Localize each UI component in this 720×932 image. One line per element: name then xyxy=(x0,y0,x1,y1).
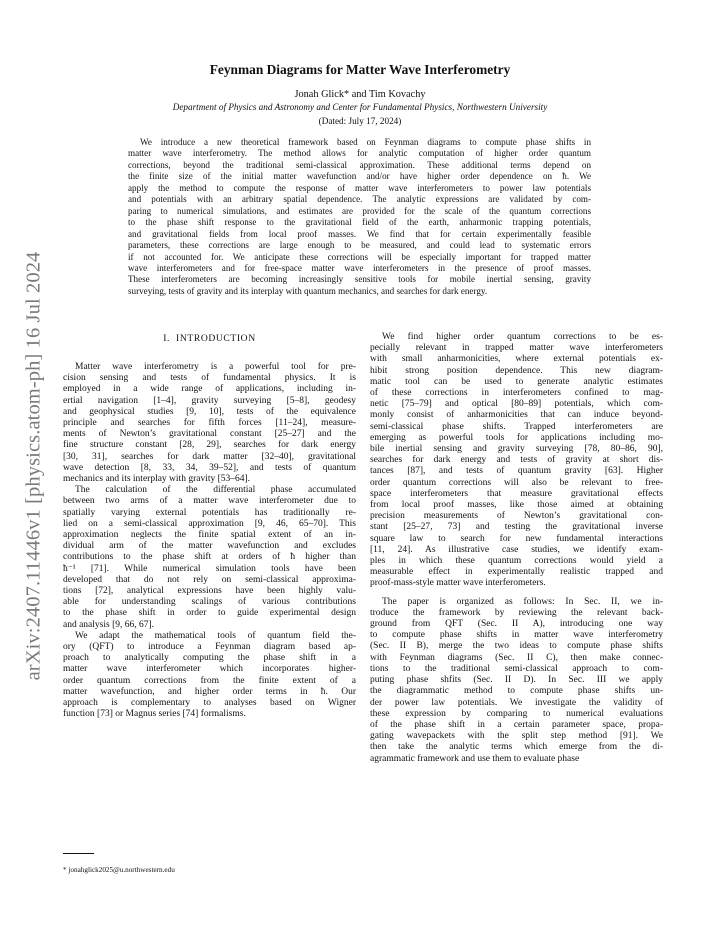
text-line: ples in which these quantum corrections would yield a xyxy=(370,556,663,567)
arxiv-sidebar xyxy=(0,0,60,932)
text-line: (Sec. II B), merge the two ideas to compute phase shifts xyxy=(370,641,663,652)
text-line: with Feynman diagrams (Sec. II C), then make connec- xyxy=(370,652,663,663)
paragraph xyxy=(63,485,356,631)
text-line: ory (QFT) to introduce a Feynman diagram based ap- xyxy=(63,642,356,653)
paragraph xyxy=(370,332,663,590)
text-line: order quantum corrections will also be relevant to free- xyxy=(370,477,663,488)
author-list: Jonah Glick* and Tim Kovachy xyxy=(294,89,426,100)
text-line: between two arms of a matter wave interferometer due to xyxy=(63,496,356,507)
text-line: spatially varying external potentials has traditionally re- xyxy=(63,507,356,518)
text-line: monly consist of anharmonicities that can induce beyond- xyxy=(370,410,663,421)
section-title: INTRODUCTION xyxy=(176,333,256,344)
section-heading xyxy=(63,333,356,344)
text-line: agrammatic framework and use them to evaluate phase xyxy=(370,753,580,764)
text-line: with small anharmonicities, where external potentials ex- xyxy=(370,354,663,365)
text-line: principle and searches for fifth forces [11–24], measure- xyxy=(63,418,356,429)
text-line: stant [25–27, 73] and testing the gravitational inverse xyxy=(370,522,663,533)
text-line: [11, 24]. As illustrative case studies, we identify exam- xyxy=(370,544,663,555)
text-line: then take the analytic terms which emerge from the di- xyxy=(370,742,663,753)
text-line: We find higher order quantum corrections to be es- xyxy=(382,332,663,342)
text-line: space interferometers that measure gravitational effects xyxy=(370,488,663,499)
text-line: matic tool can be used to generate analytic estimates xyxy=(370,376,663,387)
text-line: and gravitational fields from local proof masses. We find that for certain experimentally feasible xyxy=(128,228,591,239)
text-line: developed that do not rely on semi-classical approxima- xyxy=(63,574,356,585)
text-line: searches for dark energy and tests of gravity at short dis- xyxy=(370,455,663,466)
text-line: matter wavefunction, and higher order terms in ħ. Our xyxy=(63,686,356,697)
paragraph xyxy=(370,597,663,765)
footnote: * jonahglick2025@u.northwestern.edu xyxy=(63,866,175,874)
text-line: approach is complementary to analyses based on Wigner xyxy=(63,698,356,709)
text-line: from local proof masses, like those aimed at obtaining xyxy=(370,500,663,511)
text-line: tances [87], and tests of quantum gravity [63]. Higher xyxy=(370,466,663,477)
text-line: hibit strong position dependence. This new diagram- xyxy=(370,365,663,376)
text-line: to the phase shift in order to guide experimental design xyxy=(63,608,356,619)
text-line: ertial navigation [1–4], gravity surveying [5–8], geodesy xyxy=(63,395,356,406)
arxiv-identifier: arXiv:2407.11446v1 [physics.atom-ph] 16 Jul 2024 xyxy=(22,251,45,681)
paper-title: Feynman Diagrams for Matter Wave Interferometry xyxy=(209,62,511,77)
text-line: troduce the framework by reviewing the relevant back- xyxy=(370,607,663,618)
text-line: bile inertial sensing and gravity surveying [78, 80–86, 90], xyxy=(370,444,663,455)
footnote-rule xyxy=(63,853,94,854)
section-number: I. xyxy=(163,333,171,344)
paragraph-gap xyxy=(370,590,663,597)
text-line: to the phase shift response to the gravitational field of the earth, anharmonic trapping potentials, xyxy=(128,217,591,228)
text-line: contributions to the phase shift at orders of ħ higher than xyxy=(63,552,356,563)
text-line: emerging as powerful tools for applications including mo- xyxy=(370,432,663,443)
text-line: wave detection [8, 33, 34, 39–52], and tests of quantum xyxy=(63,462,356,473)
text-line: the finite size of the initial matter wavefunction and/or have higher order dependence on ħ. We xyxy=(128,171,591,182)
right-column xyxy=(370,332,663,765)
text-line: ground from QFT (Sec. II A), introducing one way xyxy=(370,619,663,630)
text-line: ments of Newton’s gravitational constant [25–27] and the xyxy=(63,429,356,440)
text-line: approximation neglects the finite spatial extent of an in- xyxy=(63,530,356,541)
paragraph xyxy=(63,362,356,485)
text-line: of the phase shift in a certain parameter space, propa- xyxy=(370,719,663,730)
text-line: proof-mass-style matter wave interferometers. xyxy=(370,578,546,589)
text-line: dividual arm of the matter wavefunction and excludes xyxy=(63,541,356,552)
text-line: We adapt the mathematical tools of quantum field the- xyxy=(75,630,356,641)
text-line: gating wavepackets with the split step method [91]. We xyxy=(370,731,663,742)
text-line: proach to analytically computing the phase shift in a xyxy=(63,653,356,664)
text-line: The calculation of the differential phase accumulated xyxy=(75,485,356,496)
text-line: paring to numerical simulations, and estimates are provided for the scale of the quantum corrections xyxy=(128,205,591,216)
text-line: The paper is organized as follows: In Sec. II, we in- xyxy=(382,596,663,607)
text-line: mechanics and its interplay with gravity [53–64]. xyxy=(63,474,251,485)
text-line: ħ⁻¹ [71]. While numerical simulation tools have been xyxy=(63,563,356,574)
text-line: semi-classical phase shifts. Trapped interferometers are xyxy=(370,421,663,432)
text-line: pecially relevant in trapped matter wave interferometers xyxy=(370,343,663,354)
text-line: and geophysical studies [9, 10], tests of the equivalence xyxy=(63,406,356,417)
text-line: parameters, these corrections are large enough to be measured, and could lead to systematic errors xyxy=(128,240,591,251)
text-line: surveying, tests of gravity and its interplay with quantum mechanics, and searches for dark energy. xyxy=(128,285,488,296)
text-line: puting phase shfits (Sec. II D). In Sec. III we apply xyxy=(370,675,663,686)
text-line: to compute phase shifts in matter wave interferometry xyxy=(370,630,663,641)
text-line: [30, 31], searches for dark matter [32–40], gravitational xyxy=(63,451,356,462)
text-line: matter wave interferometry. The method allows for analytic computation of higher order quantum xyxy=(128,148,591,159)
text-line: fine structure constant [28, 29], searches for dark energy xyxy=(63,440,356,451)
text-line: the diagrammatic method to compute phase shifts un- xyxy=(370,686,663,697)
text-line: employed in a wide range of applications, including in- xyxy=(63,384,356,395)
text-line: order quantum corrections from the finite extent of a xyxy=(63,675,356,686)
text-line: of these corrections in interferometers confined to mag- xyxy=(370,388,663,399)
text-line: These interferometers are becoming increasingly sensitive tools for mobile inertial sensing, gravity xyxy=(128,274,591,285)
text-line: able for understanding scalings of various contributions xyxy=(63,597,356,608)
text-line: We introduce a new theoretical framework based on Feynman diagrams to compute phase shifts in xyxy=(140,137,591,147)
left-column xyxy=(63,362,356,721)
text-line: matter wave interferometer which incorporates higher- xyxy=(63,664,356,675)
paragraph xyxy=(63,631,356,721)
text-line: der power law potentials. We investigate the validity of xyxy=(370,697,663,708)
text-line: and potentials with an arbitrary spatial dependence. The analytic expressions are validated by com- xyxy=(128,194,591,205)
affiliation: Department of Physics and Astronomy and Center for Fundamental Physics, Northwestern University xyxy=(172,102,548,112)
text-line: and analysis [9, 66, 67]. xyxy=(63,619,155,630)
text-line: Matter wave interferometry is a powerful tool for pre- xyxy=(75,362,356,372)
date-line: (Dated: July 17, 2024) xyxy=(318,116,402,126)
text-line: wave interferometers and for free-space matter wave interferometers in the presence of proof masses. xyxy=(128,262,591,273)
text-line: tions to the traditional semi-classical approach to com- xyxy=(370,663,663,674)
text-line: function [73] or Magnus series [74] formalisms. xyxy=(63,709,246,720)
text-line: tions [72], analytical expressions have been highly valu- xyxy=(63,586,356,597)
abstract xyxy=(128,137,591,297)
text-line: these expression by comparing to numerical evaluations xyxy=(370,708,663,719)
text-line: apply the method to compute the response of matter wave interferometers to power law potentials xyxy=(128,182,591,193)
text-line: square law to search for new fundamental interactions xyxy=(370,533,663,544)
text-line: precision measurements of Newton’s gravitational con- xyxy=(370,511,663,522)
text-line: netic [75–79] and optical [80–89] potentials, which com- xyxy=(370,399,663,410)
text-line: cision sensing and tests of fundamental physics. It is xyxy=(63,373,356,384)
text-line: corrections, beyond the traditional semi-classical approximation. These additional terms depend on xyxy=(128,159,591,170)
text-line: lied on a semi-classical approximation [9, 46, 65–70]. This xyxy=(63,518,356,529)
text-line: if not accounted for. We anticipate these corrections will be especially important for trapped matter xyxy=(128,251,591,262)
text-line: measurable effect in experimentally realistic trapped and xyxy=(370,567,663,578)
